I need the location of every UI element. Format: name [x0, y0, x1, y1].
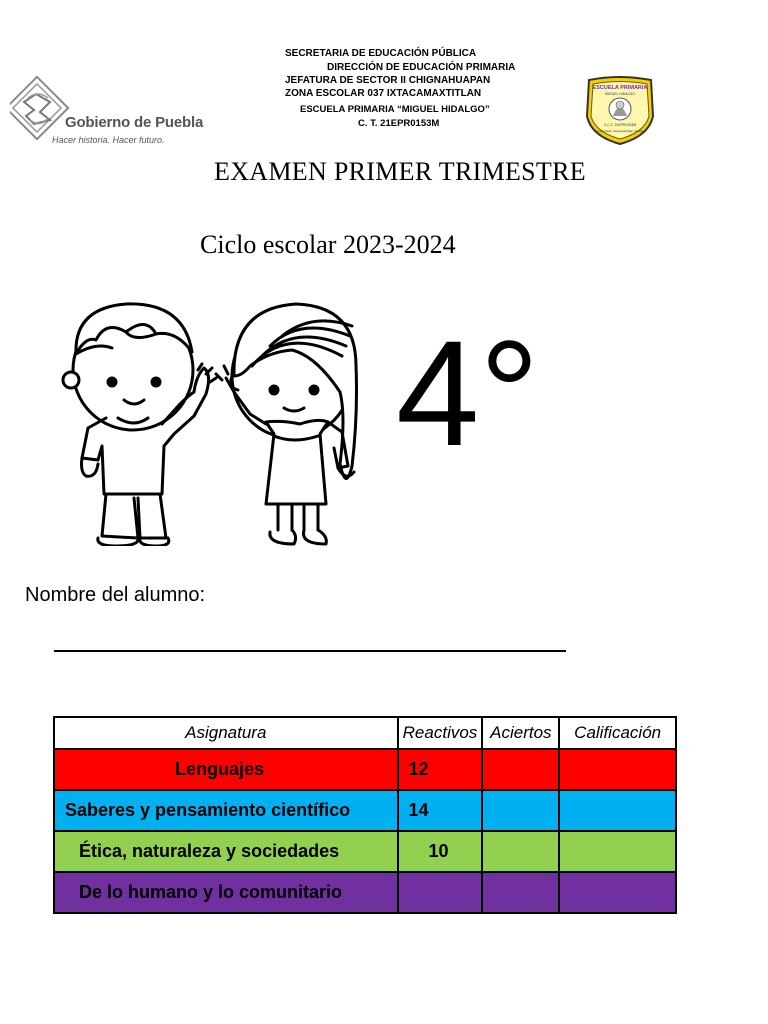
- subject-cell: Lenguajes: [54, 749, 398, 790]
- badge-bottom-text: Comunidad, Ixtacamaxtitlán, Puebla: [595, 129, 645, 133]
- reactivos-cell: 12: [398, 749, 483, 790]
- gov-name: Gobierno de Puebla: [65, 114, 204, 131]
- badge-ct-text: C.C.T. 21EPR0153M: [603, 123, 637, 127]
- header-calificacion: Calificación: [559, 717, 676, 749]
- calificacion-cell[interactable]: [559, 790, 676, 831]
- exam-title: EXAMEN PRIMER TRIMESTRE: [214, 157, 586, 186]
- header-reactivos: Reactivos: [398, 717, 483, 749]
- header-line-6: C. T. 21EPR0153M: [358, 118, 440, 129]
- header-aciertos: Aciertos: [482, 717, 559, 749]
- header-line-3: JEFATURA DE SECTOR II CHIGNAHUAPAN: [285, 75, 491, 86]
- badge-sub-text: MIGUEL HIDALGO: [604, 92, 636, 96]
- student-name-line[interactable]: [54, 650, 566, 652]
- subject-cell: Saberes y pensamiento científico: [54, 790, 398, 831]
- calificacion-cell[interactable]: [559, 872, 676, 913]
- aciertos-cell[interactable]: [482, 790, 559, 831]
- reactivos-cell: [398, 872, 483, 913]
- header-line-1: SECRETARIA DE EDUCACIÓN PÚBLICA: [285, 48, 477, 59]
- header-line-2: DIRECCIÓN DE EDUCACIÓN PRIMARIA: [327, 62, 516, 73]
- aciertos-cell[interactable]: [482, 872, 559, 913]
- gov-slogan: Hacer historia. Hacer futuro.: [52, 135, 165, 145]
- reactivos-cell: 14: [398, 790, 483, 831]
- subject-cell: De lo humano y lo comunitario: [54, 872, 398, 913]
- table-header-row: [54, 717, 676, 749]
- badge-top-text: ESCUELA PRIMARIA: [592, 85, 648, 91]
- header-line-4: ZONA ESCOLAR 037 IXTACAMAXTITLAN: [285, 88, 482, 99]
- header-asignatura: Asignatura: [54, 717, 398, 749]
- grades-table: [53, 716, 677, 914]
- aciertos-cell[interactable]: [482, 749, 559, 790]
- school-cycle: Ciclo escolar 2023-2024: [200, 230, 456, 259]
- table-row: [54, 749, 676, 790]
- calificacion-cell[interactable]: [559, 831, 676, 872]
- header-line-5: ESCUELA PRIMARIA “MIGUEL HIDALGO”: [300, 104, 490, 115]
- school-shield-icon: [583, 76, 657, 146]
- grade-label: 4°: [396, 309, 540, 477]
- reactivos-cell: 10: [398, 831, 483, 872]
- calificacion-cell[interactable]: [559, 749, 676, 790]
- table-row: [54, 872, 676, 913]
- subject-cell: Ética, naturaleza y sociedades: [54, 831, 398, 872]
- table-row: [54, 790, 676, 831]
- table-row: [54, 831, 676, 872]
- aciertos-cell[interactable]: [482, 831, 559, 872]
- student-name-label: Nombre del alumno:: [25, 584, 206, 606]
- children-waving-illustration: [56, 296, 372, 546]
